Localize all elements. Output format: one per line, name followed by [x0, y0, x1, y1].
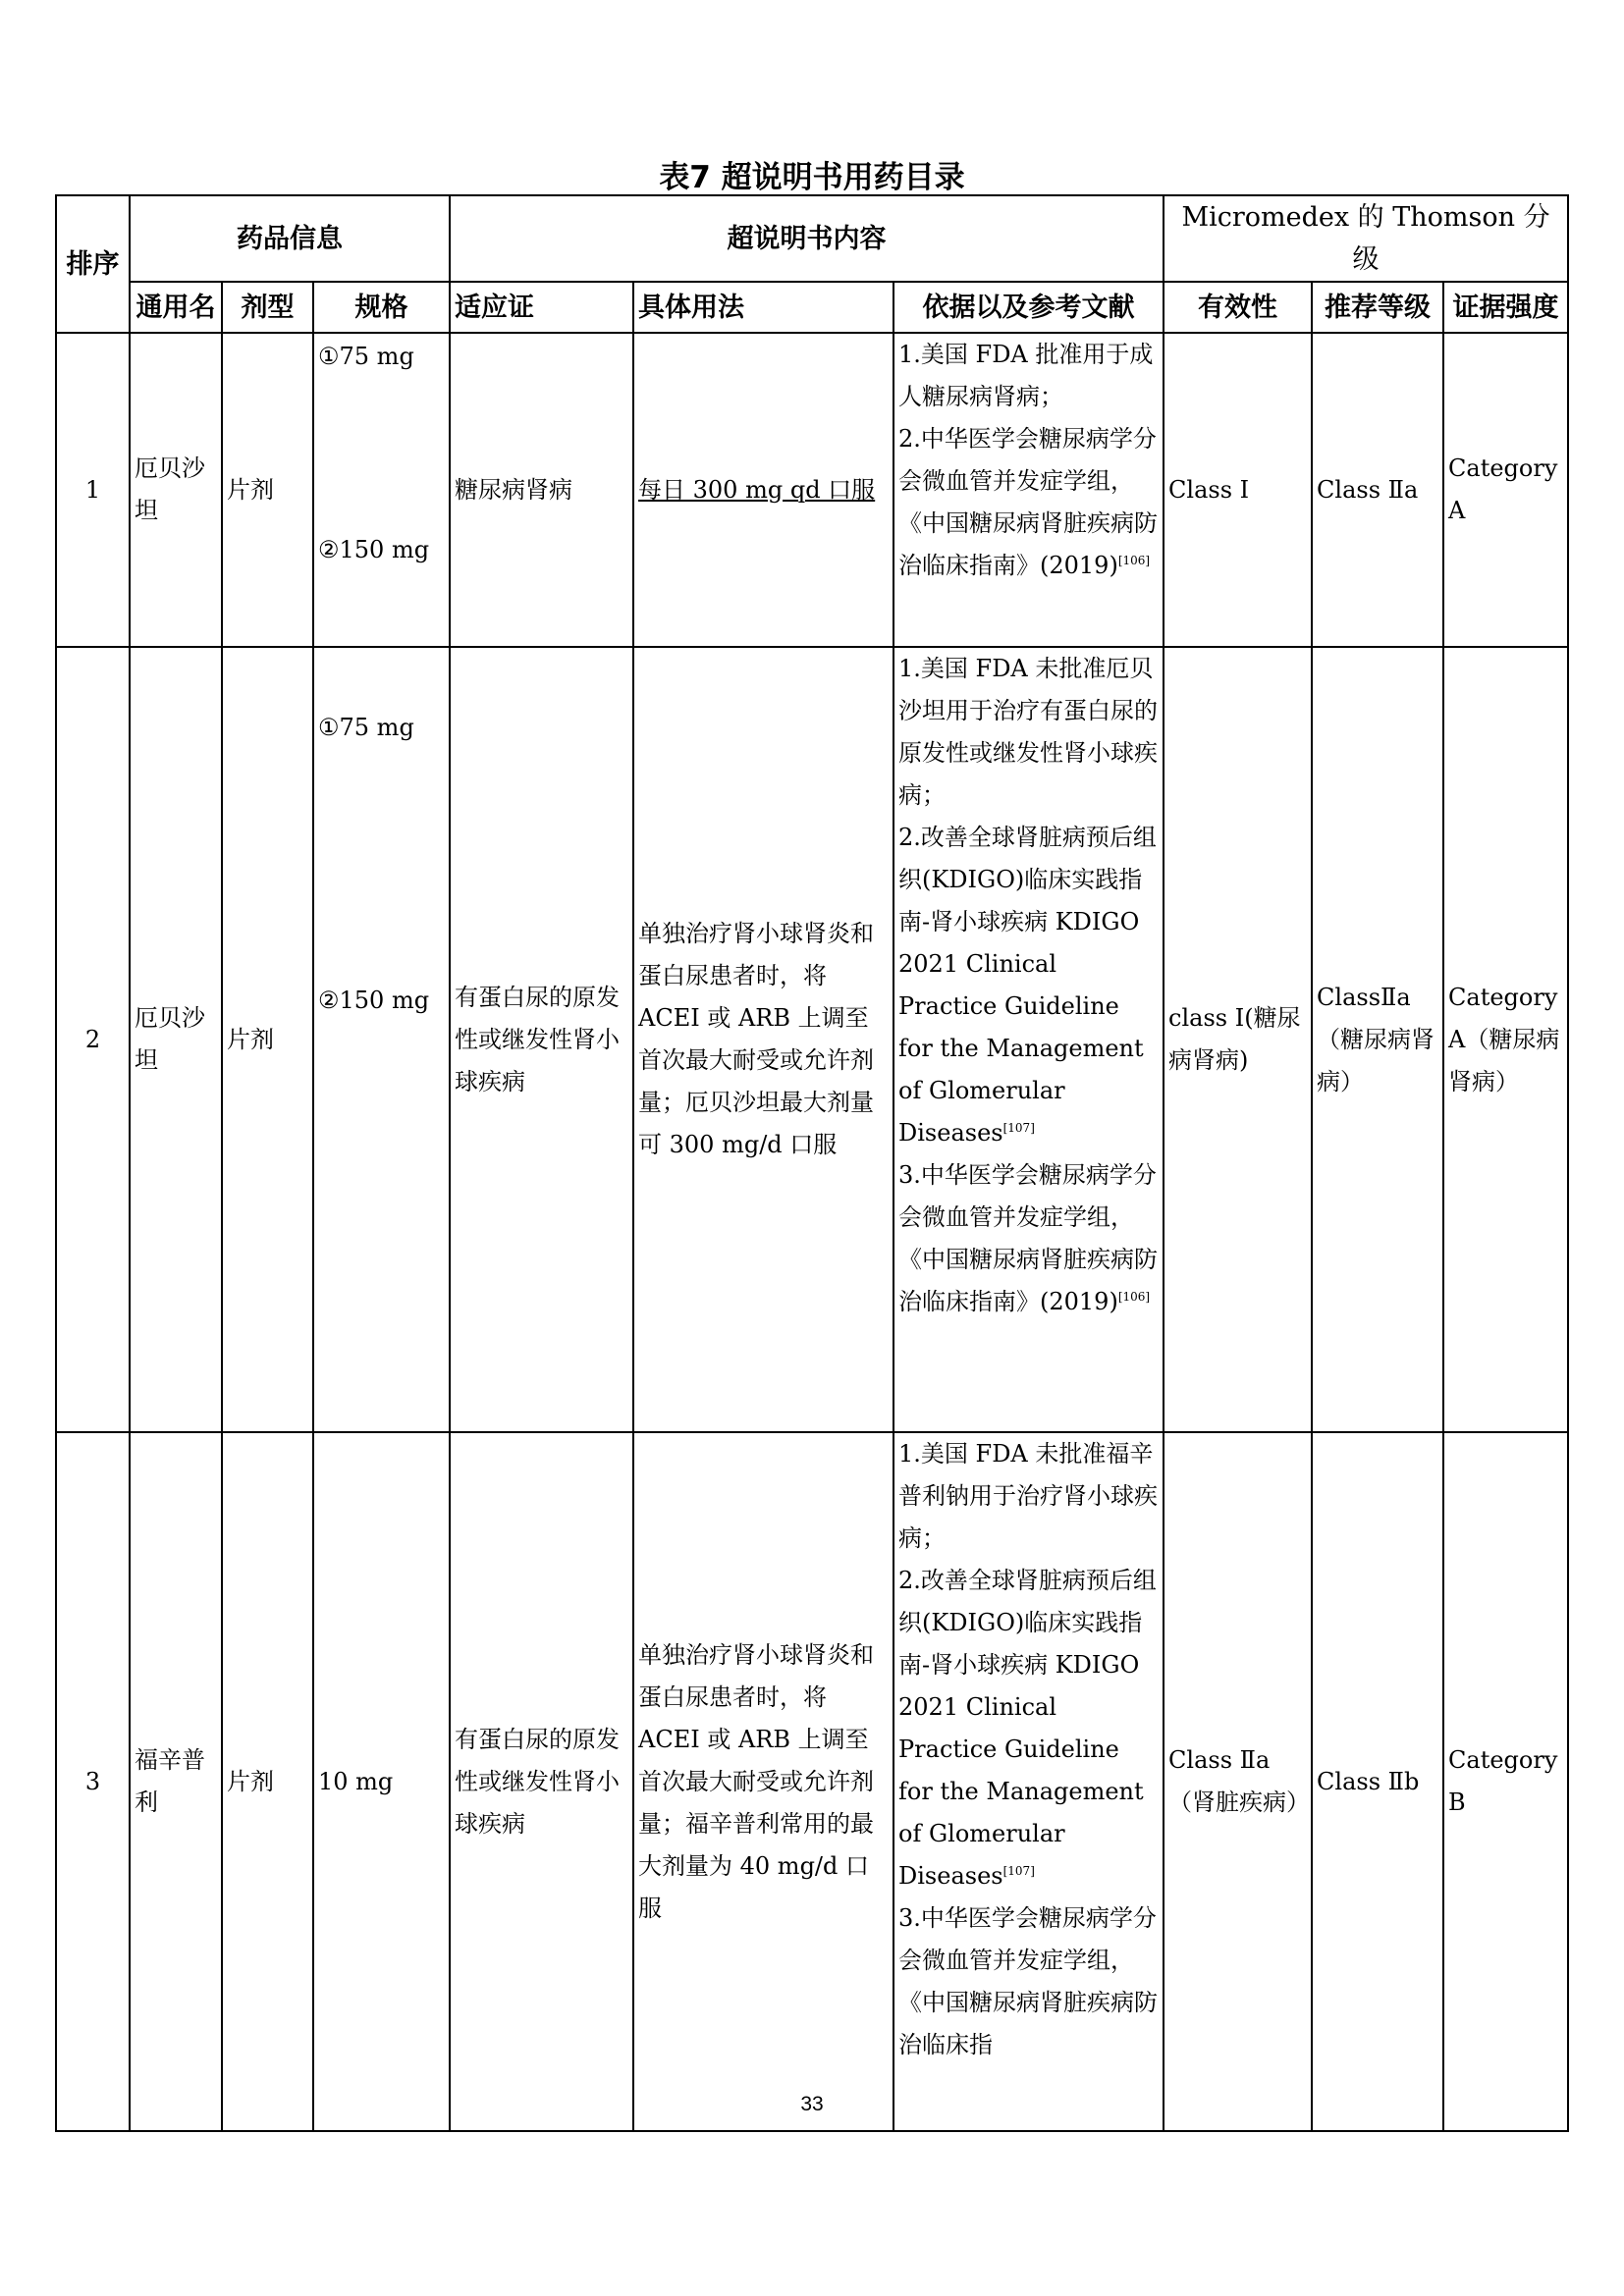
dosage-form-cell: 片剂 [222, 1432, 313, 2131]
usage-text: 每日 300 mg qd 口服 [638, 475, 876, 504]
dosage-form-cell: 片剂 [222, 647, 313, 1432]
reference-mark: [106] [1117, 1290, 1151, 1304]
indication-cell: 有蛋白尿的原发性或继发性肾小球疾病 [450, 647, 633, 1432]
table-row [56, 1432, 1568, 2131]
basis-cell [893, 1432, 1164, 2131]
page-title: 表7 超说明书用药目录 [659, 160, 965, 195]
header-offlabel: 超说明书内容 [450, 195, 1164, 282]
basis-item: 2.中华医学会糖尿病学分会微血管并发症学组，《中国糖尿病肾脏疾病防治临床指南》(2019) [898, 425, 1159, 579]
basis-item: 2.改善全球肾脏病预后组织(KDIGO)临床实践指南-肾小球疾病 KDIGO 2021 Clinical Practice Guideline for the Management of Glomerular Diseases [898, 1567, 1157, 1890]
header-efficacy: 有效性 [1164, 282, 1312, 333]
rank-cell: 1 [56, 333, 130, 647]
offlabel-drug-table [55, 194, 1569, 2132]
table-row [56, 647, 1568, 1432]
basis-cell [893, 333, 1164, 647]
basis-item: 1.美国 FDA 未批准福辛普利钠用于治疗肾小球疾病； [898, 1440, 1159, 1552]
reference-mark: [107] [1002, 1864, 1035, 1878]
table-row [56, 333, 1568, 647]
spec-b: ②150 mg [318, 987, 430, 1014]
evidence-cell: Category B [1443, 1432, 1568, 2131]
evidence-cell: Category A（糖尿病肾病） [1443, 647, 1568, 1432]
header-rank: 排序 [56, 195, 130, 333]
basis-item: 1.美国 FDA 批准用于成人糖尿病肾病； [898, 341, 1154, 410]
header-evidence: 证据强度 [1443, 282, 1568, 333]
generic-name-cell: 厄贝沙坦 [130, 647, 222, 1432]
header-generic-name: 通用名 [130, 282, 222, 333]
rank-cell: 2 [56, 647, 130, 1432]
header-usage: 具体用法 [633, 282, 893, 333]
basis-item: 3.中华医学会糖尿病学分会微血管并发症学组，《中国糖尿病肾脏疾病防治临床指南》(2019) [898, 1161, 1159, 1315]
indication-cell: 有蛋白尿的原发性或继发性肾小球疾病 [450, 1432, 633, 2131]
header-indication: 适应证 [450, 282, 633, 333]
spec-cell [313, 647, 450, 1432]
header-micromedex: Micromedex 的 Thomson 分级 [1164, 195, 1568, 282]
basis-item: 2.改善全球肾脏病预后组织(KDIGO)临床实践指南-肾小球疾病 KDIGO 2021 Clinical Practice Guideline for the Management of Glomerular Diseases [898, 824, 1157, 1147]
basis-cell [893, 647, 1164, 1432]
usage-cell: 单独治疗肾小球肾炎和蛋白尿患者时，将 ACEI 或 ARB 上调至首次最大耐受或允许剂量；福辛普利常用的最大剂量为 40 mg/d 口服 [633, 1432, 893, 2131]
basis-item: 1.美国 FDA 未批准厄贝沙坦用于治疗有蛋白尿的原发性或继发性肾小球疾病； [898, 655, 1159, 809]
header-spec: 规格 [313, 282, 450, 333]
evidence-cell: Category A [1443, 333, 1568, 647]
recommendation-cell: ClassⅡa（糖尿病肾病） [1312, 647, 1443, 1432]
usage-cell: 单独治疗肾小球肾炎和蛋白尿患者时，将 ACEI 或 ARB 上调至首次最大耐受或允许剂量；厄贝沙坦最大剂量可 300 mg/d 口服 [633, 647, 893, 1432]
spec-a: ①75 mg [318, 343, 414, 370]
reference-mark: [107] [1002, 1121, 1035, 1135]
reference-mark: [106] [1117, 554, 1151, 567]
recommendation-cell: Class Ⅱa [1312, 333, 1443, 647]
header-recommendation: 推荐等级 [1312, 282, 1443, 333]
efficacy-cell: Class Ⅱa（肾脏疾病） [1164, 1432, 1312, 2131]
generic-name-cell: 厄贝沙坦 [130, 333, 222, 647]
generic-name-cell: 福辛普利 [130, 1432, 222, 2131]
recommendation-cell: Class Ⅱb [1312, 1432, 1443, 2131]
header-basis: 依据以及参考文献 [893, 282, 1164, 333]
efficacy-cell: class Ⅰ(糖尿病肾病) [1164, 647, 1312, 1432]
indication-cell: 糖尿病肾病 [450, 333, 633, 647]
page-number: 33 [800, 2093, 824, 2115]
header-drug-info: 药品信息 [130, 195, 450, 282]
spec-cell [313, 333, 450, 647]
dosage-form-cell: 片剂 [222, 333, 313, 647]
usage-cell [633, 333, 893, 647]
efficacy-cell: Class Ⅰ [1164, 333, 1312, 647]
basis-item: 3.中华医学会糖尿病学分会微血管并发症学组，《中国糖尿病肾脏疾病防治临床指 [898, 1904, 1159, 2058]
rank-cell: 3 [56, 1432, 130, 2131]
spec-b: ②150 mg [318, 536, 430, 563]
spec-cell: 10 mg [313, 1432, 450, 2131]
header-dosage-form: 剂型 [222, 282, 313, 333]
spec-a: ①75 mg [318, 714, 414, 741]
